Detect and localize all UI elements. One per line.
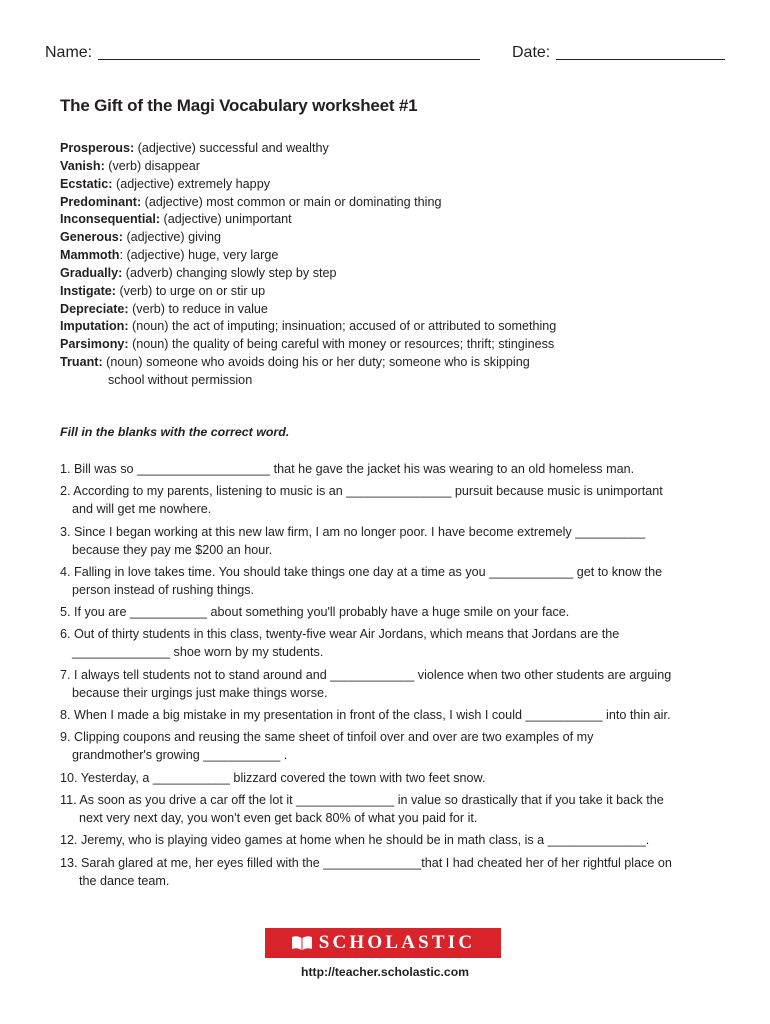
question-text: 10. Yesterday, a ___________ blizzard covered the town with two feet snow. [60,770,486,785]
vocab-entry [60,265,720,283]
vocab-term: Predominant: [60,194,142,209]
vocab-term: Truant: [60,355,103,370]
vocab-definition: (verb) to urge on or stir up [115,283,266,298]
instructions: Fill in the blanks with the correct word. [60,425,290,439]
vocab-term: Generous: [60,230,123,245]
question-item [60,831,720,849]
question-text: 5. If you are ___________ about something you'll probably have a huge smile on your face. [60,605,570,620]
vocab-entry [60,247,720,265]
vocab-term: Prosperous: [60,141,135,155]
question-text: because they pay me $200 an hour. [72,542,273,557]
vocab-entry [60,158,720,176]
question-text: 2. According to my parents, listening to music is an _______________ pursuit because music is unimportant [60,484,663,499]
vocab-entry [60,140,720,158]
vocab-term: Gradually: [60,265,123,280]
vocab-term: Instigate: [60,283,116,298]
vocab-definition: (adjective) most common or main or dominating thing [141,194,442,209]
question-text: person instead of rushing things. [72,582,255,597]
vocab-term: Mammoth [60,248,120,263]
vocab-term: Inconsequential: [60,212,161,227]
vocab-definition: (adjective) extremely happy [112,176,270,191]
vocab-entry [60,336,720,354]
question-text: and will get me nowhere. [72,502,212,517]
question-item [60,666,720,702]
vocab-definition: (adjective) unimportant [160,212,292,227]
question-text: 9. Clipping coupons and reusing the same sheet of tinfoil over and over are two examples of my [60,730,594,745]
question-text: ______________ shoe worn by my students. [72,645,324,660]
date-label: Date: [512,44,551,61]
vocab-definition: : (adjective) huge, very large [119,248,279,263]
question-item [60,482,720,518]
date-blank-line [556,59,725,60]
vocab-definition: (noun) the quality of being careful with money or resources; thrift; stinginess [128,337,555,352]
vocab-entry [60,229,720,247]
question-text: grandmother's growing ___________ . [72,748,288,763]
question-text: because their urgings just make things worse. [72,685,328,700]
question-item [60,603,720,621]
vocab-definition: (noun) the act of imputing; insinuation; accused of or attributed to something [128,319,557,334]
question-item [60,791,720,827]
question-text: 3. Since I began working at this new law firm, I am no longer poor. I have become extremely __________ [60,524,646,539]
question-text: 4. Falling in love takes time. You should take things one day at a time as you ____________ get to know the [60,564,663,579]
question-item [60,728,720,764]
vocab-definition: (adjective) successful and wealthy [134,141,329,155]
logo-text: SCHOLASTIC [318,932,476,953]
question-item [60,625,720,661]
vocab-definition: (adjective) giving [122,230,221,245]
vocab-term: Depreciate: [60,301,129,316]
question-item [60,854,720,890]
question-item [60,563,720,599]
vocab-definition-continuation: school without permission [108,372,253,387]
question-text: 1. Bill was so ___________________ that he gave the jacket his was wearing to an old homeless man. [60,462,635,476]
question-text: 13. Sarah glared at me, her eyes filled with the ______________that I had cheated her of her rightful place on [60,855,672,870]
vocab-entry [60,301,720,319]
vocab-term: Ecstatic: [60,176,113,191]
vocab-entry [60,283,720,301]
scholastic-logo [265,928,501,958]
vocab-entry [60,176,720,194]
question-text: 6. Out of thirty students in this class, twenty-five wear Air Jordans, which means that Jordans are the [60,627,620,642]
question-text: the dance team. [79,873,170,888]
vocab-definition: (adverb) changing slowly step by step [122,265,337,280]
question-text: next very next day, you won't even get back 80% of what you paid for it. [79,810,478,825]
question-item [60,460,720,478]
worksheet-title: The Gift of the Magi Vocabulary worksheet #1 [60,96,418,115]
vocab-definition: (noun) someone who avoids doing his or her duty; someone who is skipping [102,355,530,370]
vocab-entry [60,211,720,229]
vocab-definition: (verb) to reduce in value [128,301,268,316]
name-label: Name: [45,44,93,61]
name-blank-line [98,59,480,60]
question-item [60,523,720,559]
question-item [60,769,720,787]
question-text: 8. When I made a big mistake in my presentation in front of the class, I wish I could ___________ into thin air. [60,708,671,723]
question-text: 11. As soon as you drive a car off the lot it ______________ in value so drastically that if you take it back the [60,792,664,807]
vocab-entry [60,354,720,372]
open-book-icon [291,934,313,952]
question-text: 12. Jeremy, who is playing video games at home when he should be in math class, is a ______________. [60,833,650,848]
footer-url: http://teacher.scholastic.com [301,965,469,979]
vocab-term: Parsimony: [60,337,129,352]
question-list [60,460,720,894]
vocab-term: Vanish: [60,158,105,173]
vocab-definition: (verb) disappear [104,158,200,173]
vocab-entry [60,318,720,336]
vocab-entry [60,194,720,212]
vocabulary-list [60,140,720,390]
question-item [60,706,720,724]
question-text: 7. I always tell students not to stand around and ____________ violence when two other students are arguing [60,667,672,682]
vocab-term: Imputation: [60,319,129,334]
